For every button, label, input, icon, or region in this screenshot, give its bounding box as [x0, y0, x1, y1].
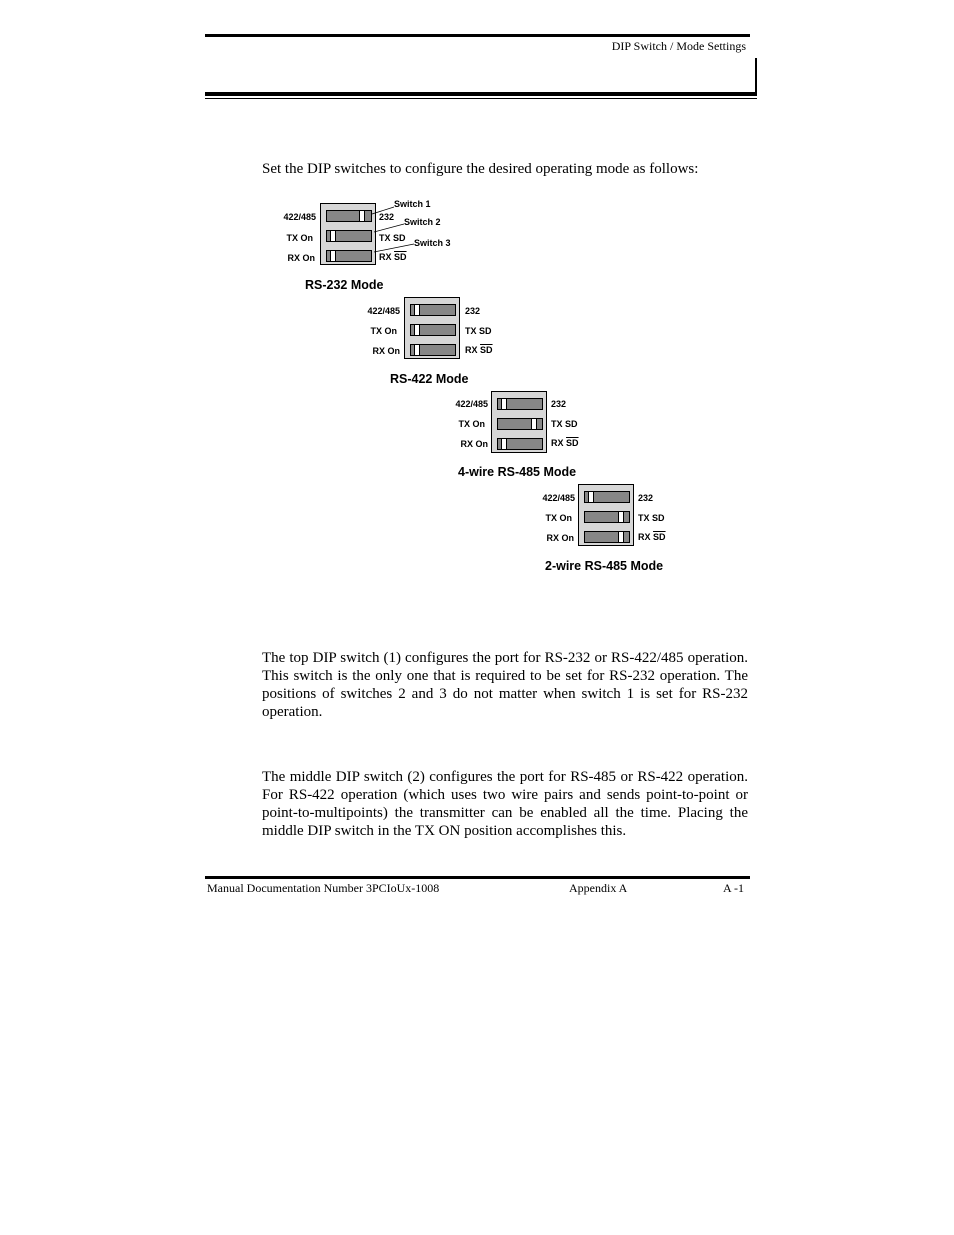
dip-label-232: 232 — [379, 212, 395, 222]
dip-switch-block — [578, 484, 634, 546]
footer-rule — [205, 876, 750, 879]
dip-knob-3 — [501, 439, 507, 449]
dip-label-rx-sd: RX $\overline{SD}$ — [379, 252, 407, 262]
dip-knob-2 — [414, 325, 420, 335]
dip-slot-3 — [497, 438, 543, 450]
footer-doc-number: Manual Documentation Number 3PCIoUx-1008 — [207, 881, 440, 895]
callout-switch-3: Switch 3 — [414, 238, 451, 248]
dip-slot-3 — [584, 531, 630, 543]
mode-title-2wire-rs485: 2-wire RS-485 Mode — [545, 559, 664, 573]
dip-knob-2 — [330, 231, 336, 241]
dip-slot-1 — [497, 398, 543, 410]
dip-slot-3 — [410, 344, 456, 356]
footer-page-number: A -1 — [723, 881, 744, 895]
mode-title-4wire-rs485: 4-wire RS-485 Mode — [458, 465, 577, 479]
dip-label-232: 232 — [638, 493, 654, 503]
dip-label-tx-on: TX On — [545, 513, 572, 523]
dip-label-rx-on: RX On — [372, 346, 400, 356]
dip-label-tx-on: TX On — [286, 233, 313, 243]
dip-label-rx-on: RX On — [460, 439, 488, 449]
dip-knob-3 — [618, 532, 624, 542]
dip-label-422-485: 422/485 — [283, 212, 316, 222]
paragraph-switch-2: The middle DIP switch (2) configures the port for RS-485 or RS-422 operation. For RS-422 operation (which uses two wire pairs and sends point-to-point or point-to-multipoints) the transmitter can be enabled all the time. Placing the middle DIP switch in the TX ON position accomplishes this. — [262, 769, 748, 839]
callout-leader-lines — [360, 200, 430, 260]
mode-title-rs422: RS-422 Mode — [390, 372, 469, 386]
dip-label-rx-on: RX On — [546, 533, 574, 543]
dip-label-rx-sd: RX $\overline{SD}$ — [465, 345, 493, 355]
intro-text: Set the DIP switches to configure the desired operating mode as follows: — [262, 161, 699, 177]
callout-switch-1: Switch 1 — [394, 199, 431, 209]
dip-knob-2 — [531, 419, 537, 429]
header-top-rule — [205, 34, 750, 37]
footer-appendix: Appendix A — [569, 881, 628, 895]
dip-label-422-485: 422/485 — [455, 399, 488, 409]
dip-label-232: 232 — [551, 399, 567, 409]
callout-switch-2: Switch 2 — [404, 217, 441, 227]
dip-label-tx-on: TX On — [458, 419, 485, 429]
dip-label-rx-sd: RX $\overline{SD}$ — [551, 438, 579, 448]
dip-label-tx-on: TX On — [370, 326, 397, 336]
dip-label-tx-sd: TX SD — [465, 326, 492, 336]
mode-title-rs232: RS-232 Mode — [305, 278, 384, 292]
dip-slot-2 — [410, 324, 456, 336]
dip-knob-1 — [588, 492, 594, 502]
dip-slot-2 — [584, 511, 630, 523]
dip-knob-3 — [414, 345, 420, 355]
dip-slot-1 — [410, 304, 456, 316]
dip-knob-1 — [414, 305, 420, 315]
dip-label-422-485: 422/485 — [367, 306, 400, 316]
dip-switch-block — [404, 297, 460, 359]
header-side-rule — [755, 58, 757, 96]
dip-knob-2 — [618, 512, 624, 522]
dip-label-rx-on: RX On — [287, 253, 315, 263]
dip-knob-1 — [501, 399, 507, 409]
header-thin-rule — [205, 98, 757, 99]
header-thick-rule — [205, 92, 757, 96]
dip-switch-block — [491, 391, 547, 453]
dip-label-rx-sd: RX $\overline{SD}$ — [638, 532, 666, 542]
dip-slot-1 — [584, 491, 630, 503]
paragraph-switch-1: The top DIP switch (1) configures the port for RS-232 or RS-422/485 operation. This switch is the only one that is required to be set for RS-232 operation. The positions of switches 2 and 3 do not matter when switch 1 is set for RS-232 operation. — [262, 650, 748, 720]
dip-label-232: 232 — [465, 306, 481, 316]
dip-label-tx-sd: TX SD — [638, 513, 665, 523]
dip-slot-2 — [497, 418, 543, 430]
dip-knob-3 — [330, 251, 336, 261]
dip-label-tx-sd: TX SD — [379, 233, 406, 243]
dip-label-422-485: 422/485 — [542, 493, 575, 503]
running-header: DIP Switch / Mode Settings — [611, 39, 746, 53]
dip-label-tx-sd: TX SD — [551, 419, 578, 429]
